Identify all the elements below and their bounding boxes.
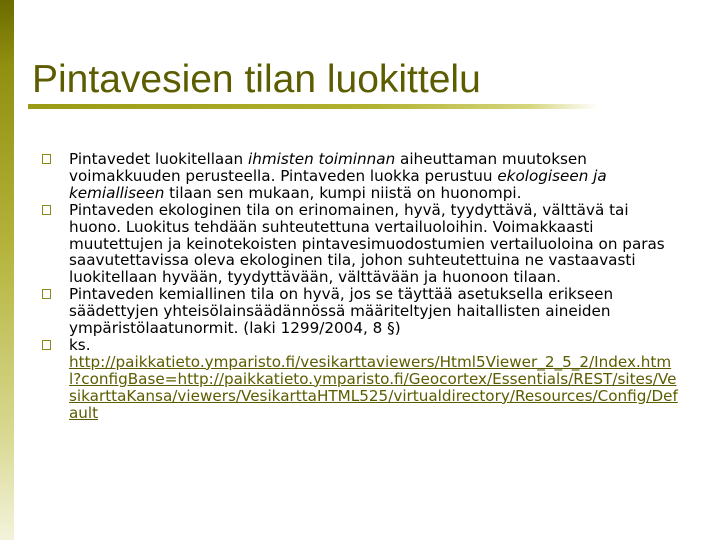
text-segment: tilaan sen mukaan, kumpi niistä on huonompi. — [164, 183, 522, 202]
bullet-text — [69, 337, 682, 422]
bullet-list — [42, 151, 682, 422]
bullet-text — [69, 151, 682, 202]
text-segment: Pintavedet luokitellaan — [69, 150, 248, 168]
emphasis-text: ekologiseen ja kemialliseen — [69, 166, 607, 202]
bullet-item-ekologinen-tila — [42, 202, 682, 287]
square-bullet-icon — [42, 289, 51, 299]
emphasis-text: ihmisten toiminnan — [248, 150, 396, 168]
square-bullet-icon — [42, 205, 51, 215]
title-underline — [28, 104, 598, 109]
bullet-text: Pintaveden kemiallinen tila on hyvä, jos se täyttää asetuksella erikseen säädettyjen yhteisölainsäädännössä määriteltyjen haitallisten aineiden ympäristölaatunormit. (laki 1299/2004, 8 §) — [69, 285, 614, 338]
bullet-item-link — [42, 337, 682, 422]
square-bullet-icon — [42, 340, 51, 350]
slide-title: Pintavesien tilan luokittelu — [32, 58, 481, 101]
link-prefix: ks. — [69, 335, 91, 354]
bullet-item-kemiallinen-tila — [42, 286, 682, 337]
bullet-item-luokittelu — [42, 151, 682, 202]
vesikartta-link[interactable]: http://paikkatieto.ymparisto.fi/vesikarttaviewers/Html5Viewer_2_5_2/Index.html?configBase=http://paikkatieto.ymparisto.fi/Geocortex/Essentials/REST/sites/VesikarttaKansa/viewers/VesikarttaHTML525/virtualdirectory/Resources/Config/Default — [69, 352, 678, 422]
bullet-text: Pintaveden ekologinen tila on erinomainen, hyvä, tyydyttävä, välttävä tai huono. Luokitus tehdään suhteutettuna vertailuoloihin. Voimakkaasti muutettujen ja keinotekoisten pintavesimuodostumien vertailuoloina on paras saavutettavissa oleva ekologinen tila, johon suhteutettuina ne vastaavasti luokitellaan hyvään, tyydyttävään, välttävään ja huonoon tilaan. — [69, 200, 665, 287]
square-bullet-icon — [42, 154, 51, 164]
text-segment: aiheuttaman muutoksen voimakkuuden perusteella. Pintaveden luokka perustuu — [69, 150, 587, 185]
slide-accent-bar — [0, 0, 14, 540]
